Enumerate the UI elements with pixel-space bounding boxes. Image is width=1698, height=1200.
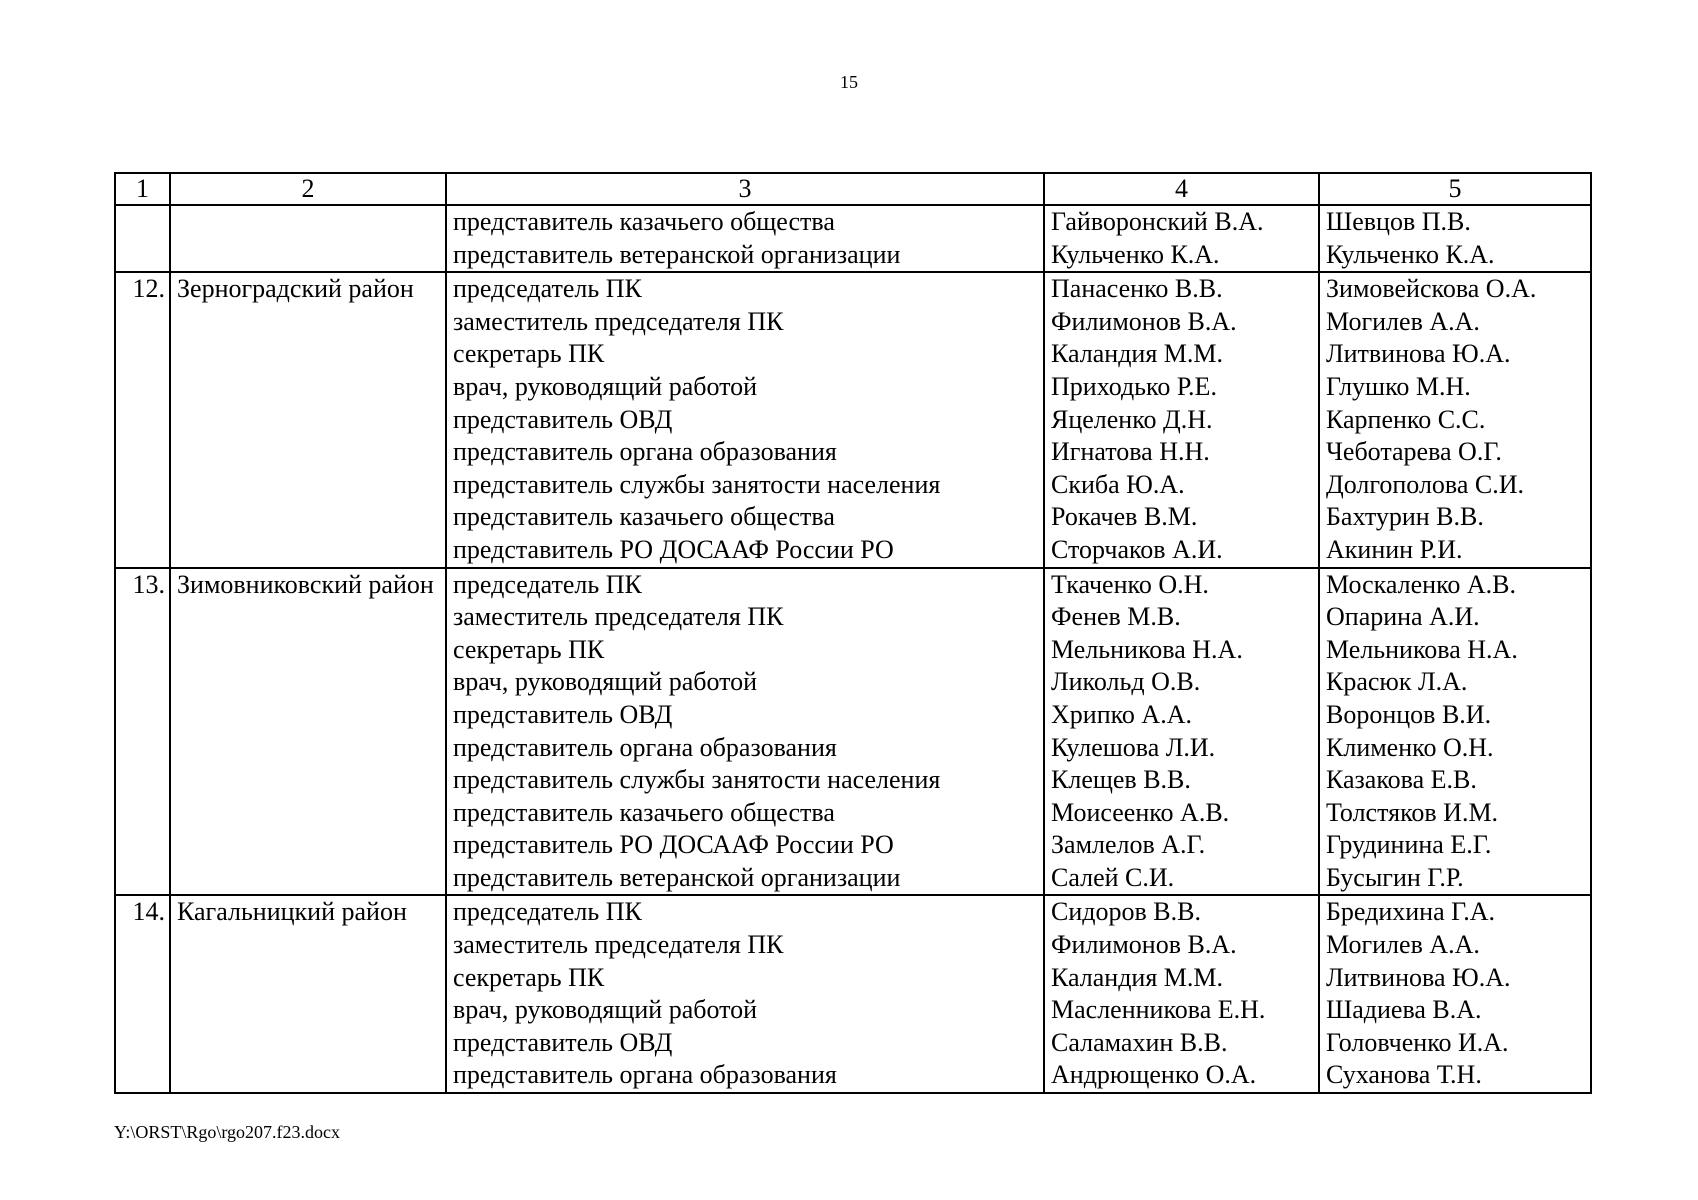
reserve-name: Грудинина Е.Г. bbox=[1326, 830, 1492, 860]
member-name: Мельникова Н.А. bbox=[1051, 634, 1243, 664]
reserve-name: Воронцов В.И. bbox=[1326, 699, 1492, 729]
row-number-cell: 14. bbox=[115, 895, 170, 1093]
reserve-name: Головченко И.А. bbox=[1326, 1027, 1509, 1057]
member-name: Рокачев В.М. bbox=[1051, 502, 1198, 532]
role-line: секретарь ПК bbox=[453, 339, 605, 369]
role-line: председатель ПК bbox=[453, 274, 642, 304]
role-line: врач, руководящий работой bbox=[453, 995, 758, 1025]
reserve-name: Акинин Р.И. bbox=[1326, 534, 1463, 564]
reserve-name: Кульченко К.А. bbox=[1326, 239, 1495, 269]
reserve-name: Чеботарева О.Г. bbox=[1326, 437, 1502, 467]
reserve-name: Бредихина Г.А. bbox=[1326, 897, 1496, 927]
member-name: Скиба Ю.А. bbox=[1051, 469, 1185, 499]
member-name: Кульченко К.А. bbox=[1051, 239, 1220, 269]
member-name: Приходько Р.Е. bbox=[1051, 371, 1217, 401]
role-line: представитель ОВД bbox=[453, 404, 673, 434]
role-line: представитель органа образования bbox=[453, 732, 837, 762]
reserve-name: Литвинова Ю.А. bbox=[1326, 339, 1511, 369]
member-name: Саламахин В.В. bbox=[1051, 1027, 1228, 1057]
page-number: 15 bbox=[840, 72, 858, 92]
role-line: заместитель председателя ПК bbox=[453, 306, 784, 336]
member-name: Каландия М.М. bbox=[1051, 962, 1224, 992]
role-line: представитель ОВД bbox=[453, 699, 673, 729]
header-row bbox=[115, 173, 1591, 205]
row-number-cell: 12. bbox=[115, 272, 170, 567]
reserve-name: Клименко О.Н. bbox=[1326, 732, 1494, 762]
reserve-name: Бусыгин Г.Р. bbox=[1326, 862, 1464, 892]
member-name: Игнатова Н.Н. bbox=[1051, 437, 1210, 467]
reserve-cell bbox=[1319, 568, 1591, 896]
role-line: представитель ветеранской организации bbox=[453, 862, 901, 892]
role-line: представитель службы занятости населения bbox=[453, 469, 941, 499]
district-cell: Кагальницкий район bbox=[170, 895, 446, 1093]
role-cell bbox=[446, 568, 1044, 896]
member-name: Моисеенко А.В. bbox=[1051, 797, 1230, 827]
role-line: представитель ОВД bbox=[453, 1027, 673, 1057]
table-row bbox=[115, 895, 1591, 1093]
role-line: представитель РО ДОСААФ России РО bbox=[453, 534, 894, 564]
reserve-name: Литвинова Ю.А. bbox=[1326, 962, 1511, 992]
reserve-name: Казакова Е.В. bbox=[1326, 765, 1477, 795]
reserve-cell bbox=[1319, 205, 1591, 272]
member-cell bbox=[1044, 205, 1319, 272]
role-line: председатель ПК bbox=[453, 569, 642, 599]
reserve-name: Москаленко А.В. bbox=[1326, 569, 1517, 599]
reserve-name: Зимовейскова О.А. bbox=[1326, 274, 1537, 304]
member-name: Гайворонский В.А. bbox=[1051, 207, 1264, 236]
header-col-3: 3 bbox=[446, 173, 1044, 205]
role-line: представитель органа образования bbox=[453, 1060, 837, 1090]
district-cell: Зерноградский район bbox=[170, 272, 446, 567]
member-cell bbox=[1044, 272, 1319, 567]
header-col-2: 2 bbox=[170, 173, 446, 205]
role-line: секретарь ПК bbox=[453, 962, 605, 992]
reserve-name: Толстяков И.М. bbox=[1326, 797, 1499, 827]
header-col-4: 4 bbox=[1044, 173, 1319, 205]
member-name: Ткаченко О.Н. bbox=[1051, 569, 1209, 599]
reserve-cell bbox=[1319, 895, 1591, 1093]
role-line: секретарь ПК bbox=[453, 634, 605, 664]
table-row bbox=[115, 272, 1591, 567]
member-name: Панасенко В.В. bbox=[1051, 274, 1223, 304]
commission-table bbox=[114, 172, 1592, 1094]
member-name: Каландия М.М. bbox=[1051, 339, 1224, 369]
member-name: Сторчаков А.И. bbox=[1051, 534, 1223, 564]
table-header bbox=[115, 173, 1591, 205]
table-row bbox=[115, 568, 1591, 896]
reserve-name: Могилев А.А. bbox=[1326, 306, 1480, 336]
role-line: заместитель председателя ПК bbox=[453, 930, 784, 960]
role-line: представитель казачьего общества bbox=[453, 502, 835, 532]
reserve-name: Опарина А.И. bbox=[1326, 602, 1480, 632]
member-name: Яцеленко Д.Н. bbox=[1051, 404, 1213, 434]
member-name: Клещев В.В. bbox=[1051, 765, 1191, 795]
member-name: Филимонов В.А. bbox=[1051, 306, 1237, 336]
role-line: представитель казачьего общества bbox=[453, 797, 835, 827]
reserve-name: Могилев А.А. bbox=[1326, 930, 1480, 960]
reserve-name: Мельникова Н.А. bbox=[1326, 634, 1518, 664]
row-number-cell bbox=[115, 205, 170, 272]
reserve-name: Карпенко С.С. bbox=[1326, 404, 1486, 434]
member-name: Хрипко А.А. bbox=[1051, 699, 1192, 729]
role-line: представитель службы занятости населения bbox=[453, 765, 941, 795]
reserve-name: Глушко М.Н. bbox=[1326, 371, 1471, 401]
table-row bbox=[115, 205, 1591, 272]
district-cell: Зимовниковский район bbox=[170, 568, 446, 896]
member-name: Замлелов А.Г. bbox=[1051, 830, 1206, 860]
reserve-name: Шадиева В.А. bbox=[1326, 995, 1482, 1025]
reserve-name: Долгополова С.И. bbox=[1326, 469, 1525, 499]
role-line: представитель РО ДОСААФ России РО bbox=[453, 830, 894, 860]
district-cell bbox=[170, 205, 446, 272]
member-name: Масленникова Е.Н. bbox=[1051, 995, 1266, 1025]
reserve-name: Бахтурин В.В. bbox=[1326, 502, 1484, 532]
member-name: Кулешова Л.И. bbox=[1051, 732, 1216, 762]
reserve-name: Шевцов П.В. bbox=[1326, 207, 1471, 236]
reserve-name: Суханова Т.Н. bbox=[1326, 1060, 1482, 1090]
role-line: заместитель председателя ПК bbox=[453, 602, 784, 632]
reserve-cell bbox=[1319, 272, 1591, 567]
role-cell bbox=[446, 205, 1044, 272]
role-line: председатель ПК bbox=[453, 897, 642, 927]
member-name: Салей С.И. bbox=[1051, 862, 1175, 892]
role-line: представитель казачьего общества bbox=[453, 207, 835, 236]
member-cell bbox=[1044, 568, 1319, 896]
member-name: Филимонов В.А. bbox=[1051, 930, 1237, 960]
member-name: Фенев М.В. bbox=[1051, 602, 1181, 632]
table-body bbox=[115, 205, 1591, 1093]
member-name: Ликольд О.В. bbox=[1051, 667, 1201, 697]
role-cell bbox=[446, 895, 1044, 1093]
file-path-footer: Y:\ORST\Rgo\rgo207.f23.docx bbox=[114, 1122, 341, 1142]
member-name: Сидоров В.В. bbox=[1051, 897, 1201, 927]
role-line: врач, руководящий работой bbox=[453, 371, 758, 401]
header-col-1: 1 bbox=[115, 173, 170, 205]
reserve-name: Красюк Л.А. bbox=[1326, 667, 1468, 697]
role-line: врач, руководящий работой bbox=[453, 667, 758, 697]
header-col-5: 5 bbox=[1319, 173, 1591, 205]
role-cell bbox=[446, 272, 1044, 567]
member-cell bbox=[1044, 895, 1319, 1093]
row-number-cell: 13. bbox=[115, 568, 170, 896]
role-line: представитель ветеранской организации bbox=[453, 239, 901, 269]
member-name: Андрющенко О.А. bbox=[1051, 1060, 1257, 1090]
role-line: представитель органа образования bbox=[453, 437, 837, 467]
